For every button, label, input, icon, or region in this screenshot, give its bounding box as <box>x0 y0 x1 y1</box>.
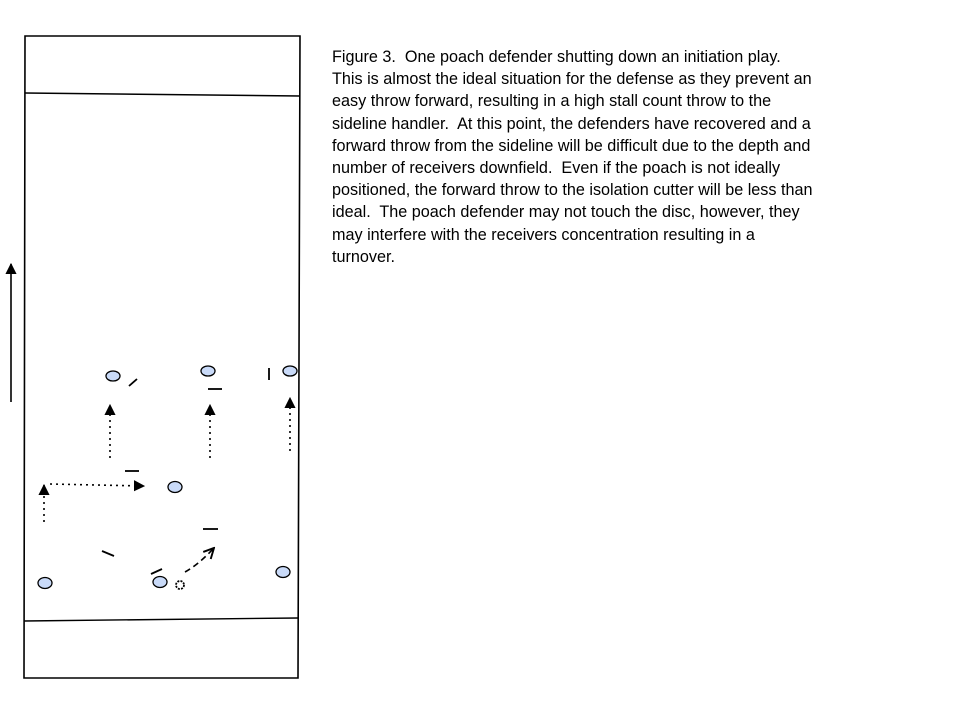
offense-player <box>201 366 215 376</box>
defender-mark <box>129 379 137 386</box>
defender-mark <box>151 569 162 574</box>
cut-path <box>50 484 144 486</box>
caption-line: This is almost the ideal situation for the defense as they prevent an <box>332 70 812 89</box>
caption-line: number of receivers downfield. Even if the poach is not ideally <box>332 159 781 178</box>
figure-caption <box>332 46 932 268</box>
offense-player <box>153 577 167 588</box>
defenders <box>102 368 269 574</box>
offense-player <box>168 482 182 493</box>
offense-player <box>283 366 297 376</box>
caption-line: forward throw from the sideline will be difficult due to the depth and <box>332 136 811 155</box>
caption-line: positioned, the forward throw to the isolation cutter will be less than <box>332 181 813 200</box>
caption-line: turnover. <box>332 247 395 266</box>
caption-line: sideline handler. At this point, the defenders have recovered and a <box>332 114 811 133</box>
offense-player <box>106 371 120 381</box>
caption-line: easy throw forward, resulting in a high stall count throw to the <box>332 92 772 111</box>
disc <box>176 581 184 589</box>
defender-mark <box>102 551 114 556</box>
bottom-endzone-line <box>24 618 298 621</box>
top-endzone-line <box>25 93 300 96</box>
caption-line: ideal. The poach defender may not touch the disc, however, they <box>332 203 800 222</box>
throw-path <box>185 548 214 572</box>
offense-player <box>38 578 52 589</box>
offense-players <box>38 366 297 589</box>
movement-paths <box>44 398 290 572</box>
caption-line: Figure 3. One poach defender shutting down an initiation play. <box>332 48 781 66</box>
offense-player <box>276 567 290 578</box>
caption-line: may interfere with the receivers concentration resulting in a <box>332 225 755 244</box>
